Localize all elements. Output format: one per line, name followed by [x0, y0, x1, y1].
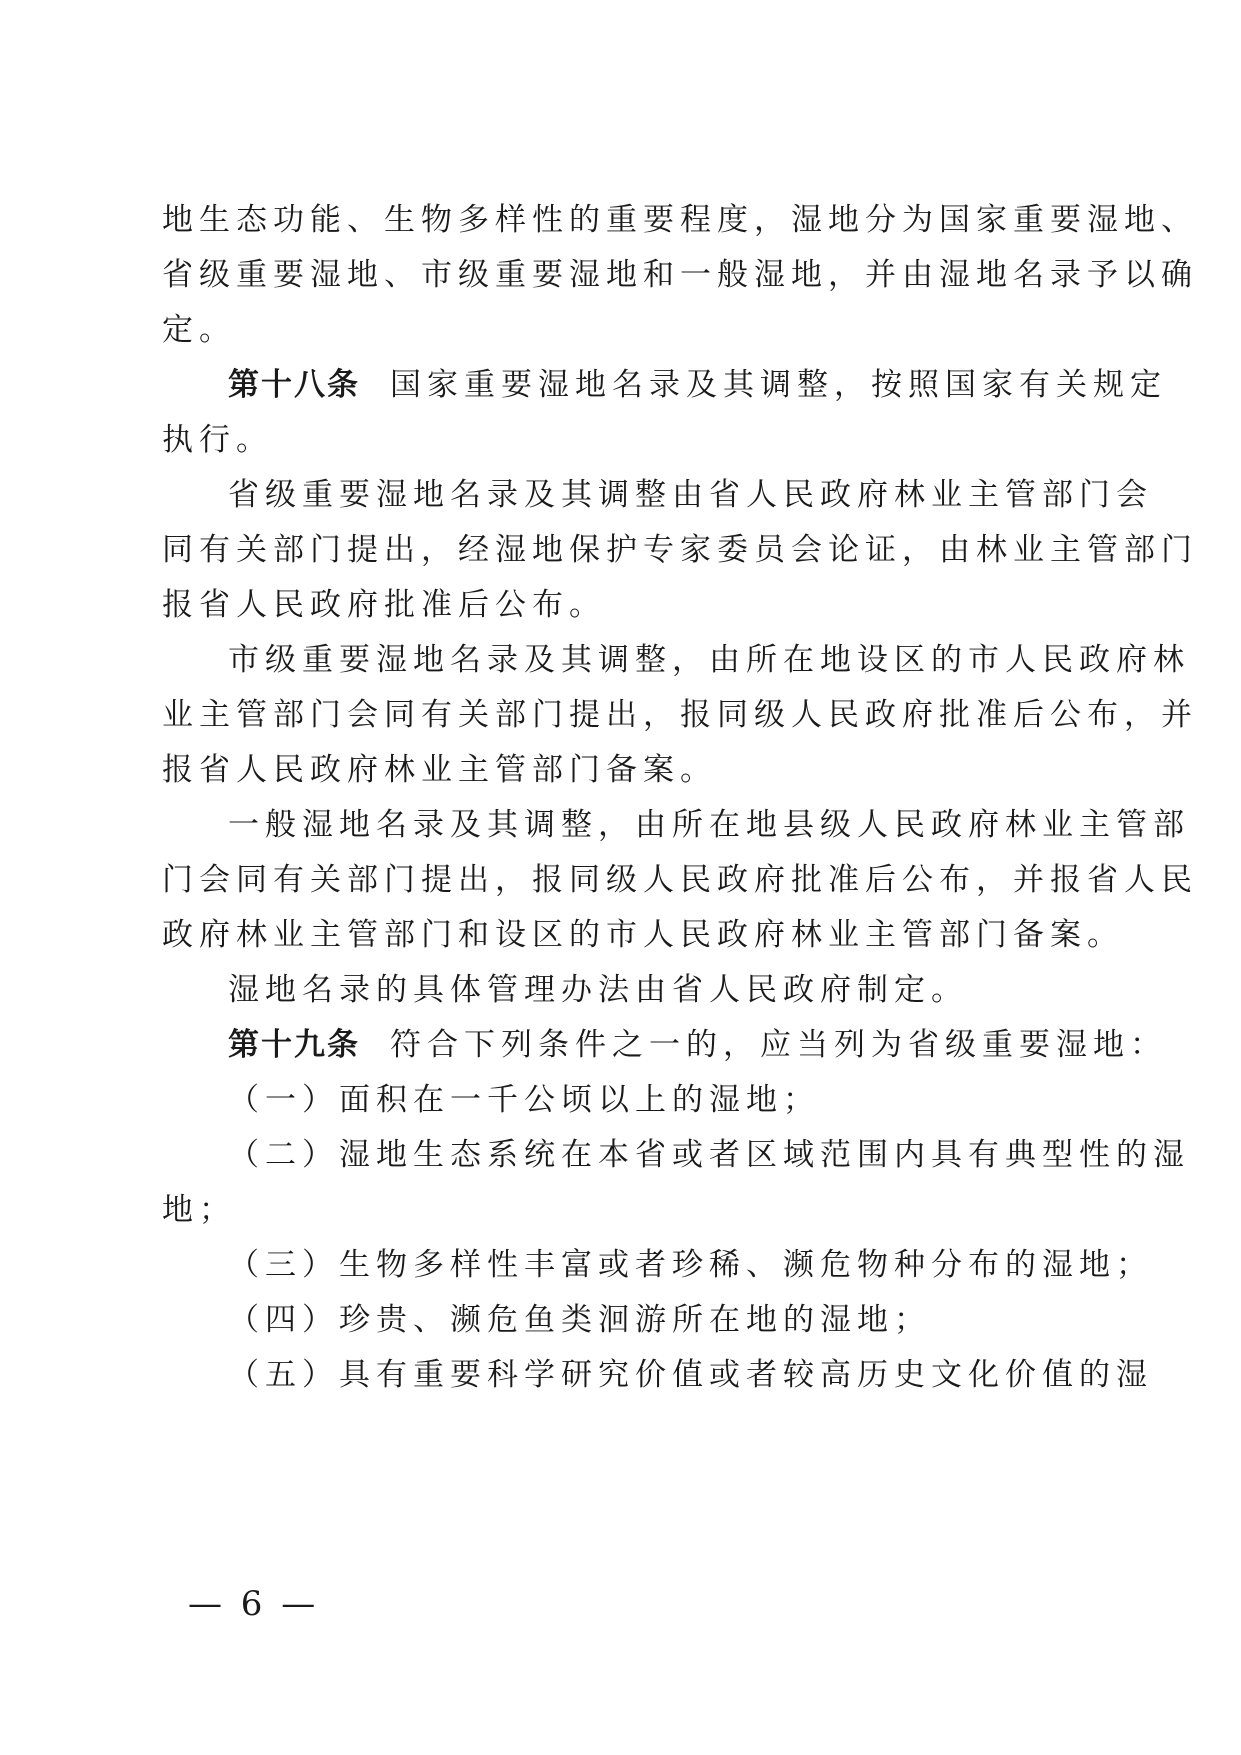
- text-line: 执行。: [162, 422, 273, 458]
- text-line: 国家重要湿地名录及其调整，按照国家有关规定: [390, 367, 1167, 403]
- text-line: 报省人民政府林业主管部门备案。: [162, 752, 717, 788]
- text-line: 省级重要湿地、市级重要湿地和一般湿地，并由湿地名录予以确: [162, 257, 1198, 293]
- text-line: 政府林业主管部门和设区的市人民政府林业主管部门备案。: [162, 917, 1124, 953]
- list-item: （三）生物多样性丰富或者珍稀、濒危物种分布的湿地；: [228, 1247, 1153, 1283]
- text-line: 符合下列条件之一的，应当列为省级重要湿地：: [390, 1027, 1167, 1063]
- article-18-heading: 第十八条: [228, 367, 360, 403]
- text-line: 市级重要湿地名录及其调整，由所在地设区的市人民政府林: [228, 642, 1190, 678]
- list-item: （四）珍贵、濒危鱼类洄游所在地的湿地；: [228, 1302, 931, 1338]
- article-19-paragraph: [228, 1015, 1167, 1075]
- page-number: — 6 —: [188, 1584, 320, 1624]
- text-line: 同有关部门提出，经湿地保护专家委员会论证，由林业主管部门: [162, 532, 1198, 568]
- text-line: 地；: [162, 1192, 236, 1228]
- text-line: 业主管部门会同有关部门提出，报同级人民政府批准后公布，并: [162, 697, 1198, 733]
- list-item: （二）湿地生态系统在本省或者区域范围内具有典型性的湿: [228, 1137, 1190, 1173]
- list-item: （五）具有重要科学研究价值或者较高历史文化价值的湿: [228, 1357, 1153, 1393]
- list-item: （一）面积在一千公顷以上的湿地；: [228, 1082, 820, 1118]
- text-line: 湿地名录的具体管理办法由省人民政府制定。: [228, 972, 968, 1008]
- text-line: 省级重要湿地名录及其调整由省人民政府林业主管部门会: [228, 477, 1153, 513]
- text-line: 地生态功能、生物多样性的重要程度，湿地分为国家重要湿地、: [162, 202, 1198, 238]
- text-line: 门会同有关部门提出，报同级人民政府批准后公布，并报省人民: [162, 862, 1198, 898]
- text-line: 一般湿地名录及其调整，由所在地县级人民政府林业主管部: [228, 807, 1190, 843]
- article-18-paragraph: [228, 355, 1167, 415]
- text-line: 定。: [162, 312, 236, 348]
- text-line: 报省人民政府批准后公布。: [162, 587, 606, 623]
- article-19-heading: 第十九条: [228, 1027, 360, 1063]
